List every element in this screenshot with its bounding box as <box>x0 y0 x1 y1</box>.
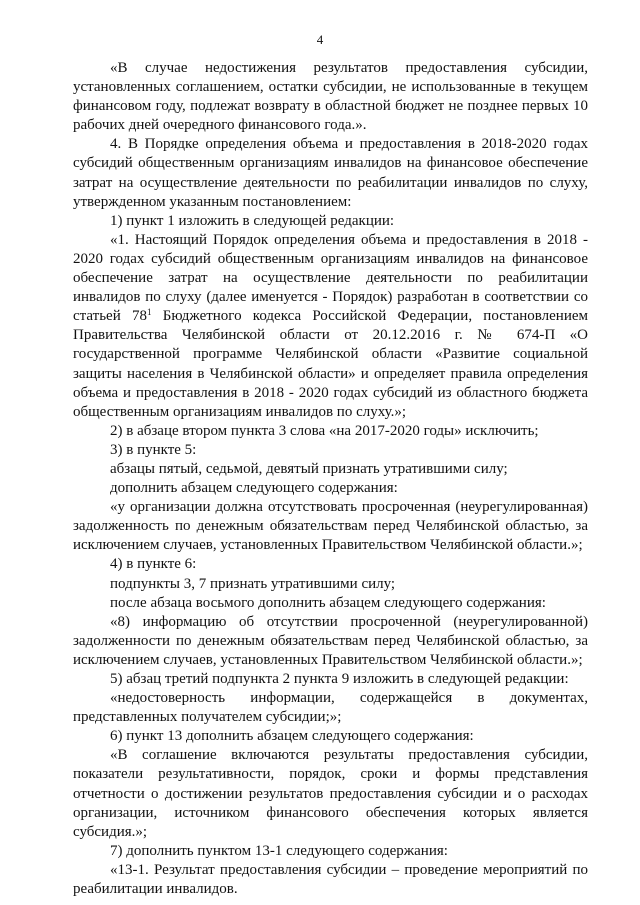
paragraph-subitem-7: 7) дополнить пунктом 13-1 следующего содержания: <box>110 842 448 859</box>
paragraph-subitem-4: 4) в пункте 6: <box>110 556 197 573</box>
paragraph-text: Бюджетного кодекса Российской Федерации, постановлением Правительства Челябинской области от 20.12.2016 г. № 674-П «О государственной программе Челябинской области «Развитие социальной защиты населения в Челябинской области» и определяет правила определения объема и предоставления в 2018 - 2020 годах субсидий из областного бюджета общественным организациям инвалидов по слуху.»; <box>73 308 589 420</box>
paragraph-unreliable-info: «недостоверность информации, содержащейся в документах, представленных получателем субсидии;»; <box>73 690 588 726</box>
paragraph-subsidy-return: «В случае недостижения результатов предоставления субсидии, установленных соглашением, остатки субсидии, не использованные в текущем финансовом году, подлежат возврату в областной бюджет не позднее первых 10 рабочих дней очередного финансового года.». <box>73 60 588 134</box>
paragraph-agreement-results: «В соглашение включаются результаты предоставления субсидии, показатели результативности, порядок, сроки и формы представления отчетности о достижении результатов предоставления субсидии и о расходах организации, источником финансового обеспечения которых является субсидия.»; <box>73 747 588 840</box>
paragraph-subitem-5: 5) абзац третий подпункта 2 пункта 9 изложить в следующей редакции: <box>110 671 569 687</box>
paragraph-subitem-1: 1) пункт 1 изложить в следующей редакции: <box>110 212 395 229</box>
paragraph-point-13-1: «13-1. Результат предоставления субсидии – проведение мероприятий по реабилитации инвалидов. <box>73 861 588 898</box>
paragraph-repeal-podpunkty: подпункты 3, 7 признать утратившими силу; <box>110 575 396 592</box>
paragraph-item-4: 4. В Порядке определения объема и предоставления в 2018-2020 годах субсидий общественным организациям инвалидов на финансовое обеспечение затрат на осуществление деятельности по реабилитации инвалидов по слуху, утвержденном указанным постановлением: <box>73 136 588 210</box>
superscript: 1 <box>146 307 152 318</box>
paragraph-subitem-3: 3) в пункте 5: <box>110 441 197 458</box>
paragraph-debt-requirement: «у организации должна отсутствовать просроченная (неурегулированная) задолженность по денежным обязательствам перед Челябинской областью, за исключением случаев, установленных Правительством Челябинской области.»; <box>73 499 588 554</box>
paragraph-add-abzac: дополнить абзацем следующего содержания: <box>110 480 398 497</box>
document-body <box>73 59 588 899</box>
paragraph-subitem-2: 2) в абзаце втором пункта 3 слова «на 2017-2020 годы» исключить; <box>110 422 539 439</box>
paragraph-repeal-abzacy: абзацы пятый, седьмой, девятый признать утратившими силу; <box>110 460 508 477</box>
paragraph-debt-info: «8) информацию об отсутствии просроченной (неурегулированной) задолженности по денежным обязательствам перед Челябинской областью, за исключением случаев, установленных Правительством Челябинской области.»; <box>73 613 588 668</box>
paragraph-subitem-6: 6) пункт 13 дополнить абзацем следующего содержания: <box>110 728 474 745</box>
paragraph-new-point-1 <box>73 231 588 422</box>
paragraph-after-abzac-8: после абзаца восьмого дополнить абзацем следующего содержания: <box>110 594 546 611</box>
paragraph-text: «1. Настоящий Порядок определения объема и предоставления в 2018 - 2020 годах субсидий общественным организациям инвалидов на финансовое обеспечение затрат на осуществление деятельности по реабилитации инвалидов по слуху (далее именуется - Порядок) разработан в соответствии со статьей 78 <box>73 231 588 325</box>
page-number: 4 <box>316 32 324 47</box>
